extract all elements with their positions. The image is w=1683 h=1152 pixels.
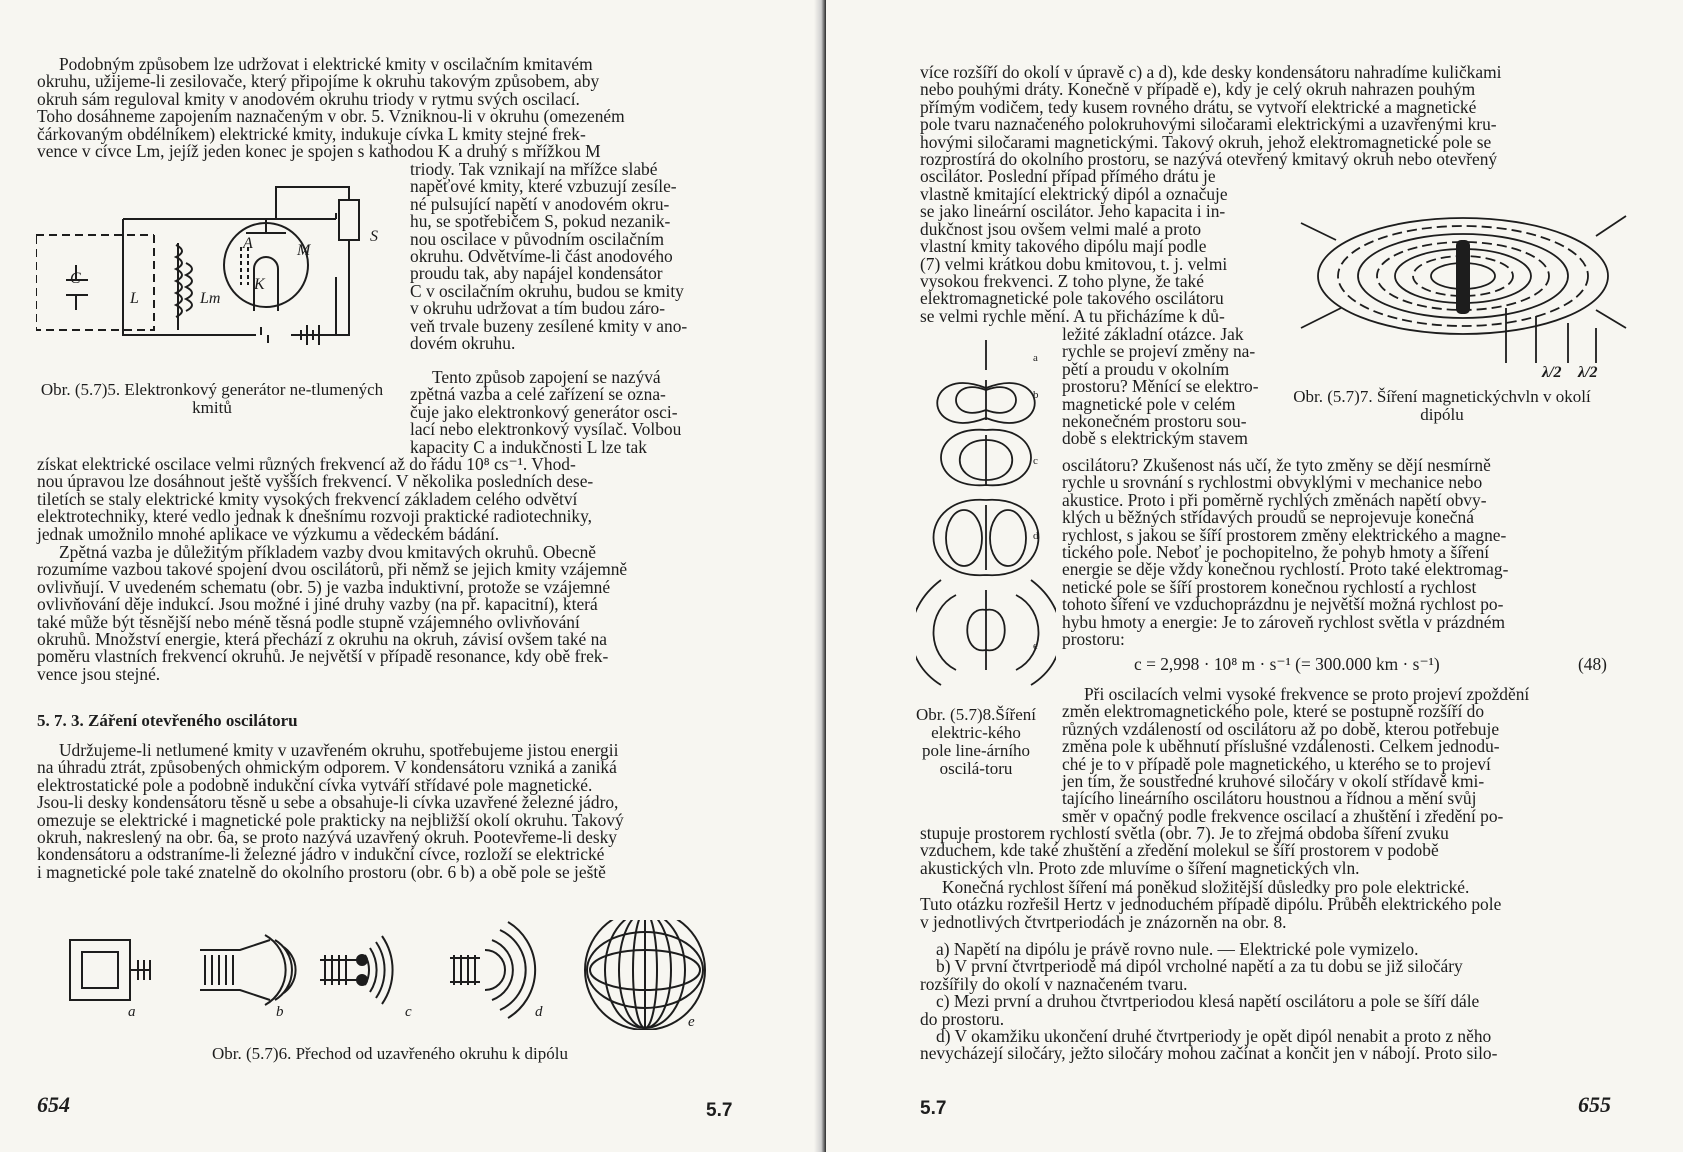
text-line: tlumených kmitů	[192, 380, 384, 417]
fig5-label-Lm: Lm	[200, 290, 221, 307]
text-line: tiletích se staly elektrické kmity vysokých frekvencí základem celého odvětví	[37, 488, 578, 509]
text-line: okruh, nakreslený na obr. 6a, se proto nazývá uzavřený okruh. Pootevřeme-li desky	[37, 827, 617, 848]
text-line: prostoru? Měnící se elektro-	[1062, 376, 1259, 397]
text-line: toru	[984, 759, 1013, 778]
text-line: vln v okolí dipólu	[1420, 387, 1591, 424]
left-paragraph-3	[37, 544, 687, 683]
text-line: Zpětná vazba je důležitým příkladem vazby dvou kmitavých okruhů. Obecně	[59, 542, 596, 562]
text-line: změna pole k uběhnutí příslušné vzdálenosti. Celkem jednodu-	[1062, 736, 1500, 757]
list-item-line: do prostoru.	[920, 1008, 1005, 1029]
text-line: triody. Tak vznikají na mřížce slabé	[410, 159, 658, 179]
left-paragraph-2-side	[410, 369, 687, 456]
text-line: se jako lineární oscilátor. Jeho kapacita i in-	[920, 201, 1226, 222]
text-line: v okruhu udržovat a tím budou záro-	[410, 298, 665, 319]
fig8-label-b: b	[1033, 389, 1039, 401]
text-line: i magnetické pole také znatelně do okolního prostoru (obr. 6 b) a obě pole se ještě	[37, 861, 606, 882]
text-line: rychlost, s jakou se šíří prostorem změny elektrického a magne-	[1062, 524, 1507, 545]
fig6-label-e: e	[688, 1014, 695, 1030]
section-mark-left: 5.7	[706, 1100, 733, 1121]
text-line: přímým vodičem, tedy kusem rovného drátu, se vytvoří elektrické a magnetické	[920, 96, 1477, 117]
left-paragraph-1-side	[410, 161, 687, 352]
figure-5-circuit	[36, 185, 386, 365]
text-line: kondensátoru a odstraníme-li železné jádro v indukční cívce, rozloží se elektrické	[37, 844, 605, 865]
text-line: ovlivňují. V uvedeném schematu (obr. 5) je vazba induktivní, protože se vzájemné	[37, 576, 611, 597]
text-line: okruhu, užijeme-li zesilovače, který připojíme k okruhu takovým způsobem, aby	[37, 71, 600, 92]
text-line: vzduchem, kde také zhuštění a zředění molekul se šíří prostorem v podobě	[920, 840, 1439, 861]
text-line: hovými siločarami magnetickými. Takový okruh, jehož elektromagnetické pole se	[920, 131, 1492, 152]
text-line: Obr. (5.7)7. Šíření magnetických	[1293, 387, 1518, 406]
section-mark-right: 5.7	[920, 1098, 947, 1119]
figure-5-caption	[37, 381, 387, 417]
figure-7-magnetic-waves	[1296, 188, 1636, 383]
right-paragraph-3	[920, 879, 1620, 931]
text-line: Jsou-li desky kondensátoru těsně u sebe a obsahuje-li cívka uzavřené železné jádro,	[37, 792, 619, 813]
figure-7-caption	[1292, 388, 1592, 424]
text-line: hu, se spotřebičem S, pokud nezanik-	[410, 211, 671, 232]
text-line: pole tvaru naznačeného polokruhovými siločarami elektrickými a uzavřenými kru-	[920, 114, 1497, 135]
equation-speed-of-light: c = 2,998 · 10⁸ m · s⁻¹ (= 300.000 km · s⁻¹)	[1134, 654, 1440, 674]
text-line: stupuje prostorem rychlostí světla (obr. 7). Je to zřejmá obdoba šíření zvuku	[920, 823, 1449, 843]
text-line: vlastní kmity takového dipólu mají podle	[920, 236, 1207, 257]
fig8-label-c: c	[1033, 455, 1038, 467]
text-line: Podobným způsobem lze udržovat i elektrické kmity v oscilačním kmitavém	[59, 54, 593, 74]
text-line: změn elektromagnetického pole, které se postupně rozšíří do	[1062, 701, 1485, 722]
text-line: akustice. Proto i při poměrně rychlých změnách napětí obvy-	[1062, 489, 1487, 510]
text-line: rozprostírá do okolního prostoru, se nazývá otevřený kmitavý okruh nebo otevřený	[920, 149, 1498, 170]
text-line: Při oscilacích velmi vysoké frekvence se proto projeví zpoždění	[1084, 684, 1530, 704]
fig6-label-c: c	[405, 1004, 412, 1020]
text-line: nekonečném prostoru sou-	[1062, 411, 1247, 432]
left-page	[0, 0, 822, 1152]
list-item-line: c) Mezi první a druhou čtvrtperiodou klesá napětí oscilátoru a pole se šíří dále	[936, 991, 1480, 1012]
text-line: více rozšíří do okolí v úpravě c) a d), kde desky kondensátoru nahradíme kuličkami	[920, 62, 1502, 82]
text-line: okruhů. Množství energie, která přechází z okruhu na okruh, závisí ovšem také na	[37, 629, 608, 650]
text-line: Obr. (5.7)5. Elektronkový generátor ne-	[40, 380, 312, 399]
list-item-line: a) Napětí na dipólu je právě rovno nule. — Elektrické pole vymizelo.	[936, 939, 1419, 959]
fig5-label-L: L	[130, 290, 139, 307]
text-line: také může být těsnější nebo méně těsná podle stupně vzájemného ovlivňování	[37, 611, 580, 632]
text-line: dukčnost jsou ovšem velmi malé a proto	[920, 218, 1202, 239]
text-line: omezuje se elektrické i magnetické pole prakticky na nejbližší okolí okruhu. Takový	[37, 809, 624, 830]
text-line: elektrotechniky, které vedlo jednak k dnešnímu rozvoji praktické radiotechniky,	[37, 506, 593, 527]
left-paragraph-1	[37, 56, 687, 160]
text-line: vence jsou stejné.	[37, 663, 161, 684]
text-line: prostoru:	[1062, 629, 1125, 650]
fig6-label-d: d	[535, 1004, 543, 1020]
page-number-left: 654	[37, 1092, 70, 1117]
text-line: klých u běžných střídavých proudů se neprojevuje konečná	[1062, 507, 1474, 528]
text-line: Toho dosáhneme zapojením naznačeným v obr. 5. Vzniknou-li v okruhu (omezeném	[37, 106, 625, 127]
right-page	[826, 0, 1683, 1152]
text-line: Obr. (5.7)8.	[916, 705, 996, 724]
text-line: čárkovaným obdélníkem) elektrické kmity, indukuje cívka L kmity stejné frek-	[37, 123, 586, 144]
text-line: proudu tak, aby napájel kondensátor	[410, 263, 663, 284]
text-line: veň trvale buzeny zesílené kmity v ano-	[410, 315, 688, 336]
text-line: Šíření elektric-	[931, 705, 1036, 742]
left-paragraph-4	[37, 742, 687, 881]
text-line: okruhu. Odvětvíme-li část anodového	[410, 246, 673, 267]
fig5-label-A: A	[243, 235, 253, 252]
figure-6-caption: Obr. (5.7)6. Přechod od uzavřeného okruhu k dipólu	[212, 1044, 568, 1063]
page-number-right: 655	[1578, 1092, 1611, 1117]
text-line: Tento způsob zapojení se nazývá	[432, 367, 661, 387]
text-line: získat elektrické oscilace velmi různých frekvencí až do řádu 10⁸ cs⁻¹. Vhod-	[37, 454, 576, 474]
fig5-label-C: C	[70, 270, 81, 287]
text-line: oscilátor. Poslední případ přímého drátu je	[920, 166, 1216, 187]
text-line: jen tím, že soustředné kruhové siločáry v okolí střídavě kmi-	[1062, 771, 1485, 792]
text-line: lací nebo elektronkový vysílač. Volbou	[410, 419, 682, 440]
text-line: nou úpravou lze dosáhnout ještě vyšších frekvencí. V několika posledních dese-	[37, 471, 594, 492]
text-line: dovém okruhu.	[410, 333, 516, 354]
text-line: tajícího lineárního oscilátoru houstnou a řídnou a mění svůj	[1062, 788, 1477, 809]
text-line: okruh sám reguloval kmity v anodovém okruhu triody v rytmu svých oscilací.	[37, 88, 580, 109]
fig6-label-b: b	[276, 1004, 284, 1020]
text-line: jednak umožnilo mnohé aplikace ve výzkumu a vědeckém bádání.	[37, 523, 500, 544]
text-line: árního oscilá-	[939, 741, 1031, 778]
text-line: pětí a proudu v okolním	[1062, 358, 1230, 379]
text-line: (7) velmi krátkou dobu kmitovou, t. j. velmi	[920, 253, 1228, 274]
right-paragraph-1-rest	[1062, 457, 1620, 648]
text-line: ovlivňování děje indukcí. Jsou možné i jiné druhy vazby (na př. kapacitní), která	[37, 594, 598, 615]
text-line: nou oscilace v původním oscilačním	[410, 228, 665, 249]
text-line: energie se děje vždy konečnou rychlostí. Proto také elektromag-	[1062, 559, 1509, 580]
list-item-line: rozšířily do okolí v naznačeném tvaru.	[920, 973, 1188, 994]
text-line: akustických vln. Proto zde mluvíme o šíření magnetických vln.	[920, 857, 1360, 878]
text-line: kého pole line-	[921, 723, 1021, 760]
text-line: vysokou frekvenci. Z toho plyne, že také	[920, 271, 1204, 292]
fig7-label-halfwave-1: λ/2	[1542, 364, 1562, 381]
right-paragraph-1-side	[920, 186, 1275, 325]
text-line: hybu hmoty a energie: Je to zároveň rychlost světla v prázdném	[1062, 611, 1506, 632]
text-line: době s elektrickým stavem	[1062, 428, 1248, 449]
text-line: zpětná vazba a celé zařízení se ozna-	[410, 384, 666, 405]
right-list	[920, 941, 1620, 1063]
text-line: čuje jako elektronkový generátor osci-	[410, 401, 678, 422]
text-line: napěťové kmity, které vzbuzují zesíle-	[410, 176, 677, 197]
fig8-label-e: e	[1033, 640, 1038, 652]
text-line: vlastně kmitající elektrický dipól a označuje	[920, 184, 1228, 204]
right-paragraph-1	[920, 64, 1620, 186]
text-line: kapacity C a indukčnosti L lze tak	[410, 436, 647, 457]
figure-8-caption	[916, 706, 1036, 778]
text-line: Tuto otázku rozřešil Hertz v jednoduchém případě dipólu. Průběh elektrického pole	[920, 894, 1502, 915]
text-line: elektrostatické pole a podobně indukční cívka vytváří střídavé pole magnetické.	[37, 774, 593, 795]
text-line: v jednotlivých čtvrtperiodách je znázorněn na obr. 8.	[920, 911, 1287, 932]
right-paragraph-2-full	[920, 825, 1620, 877]
text-line: rychle se projeví změny na-	[1062, 341, 1256, 362]
text-line: rozumíme vazbou takové spojení dvou oscilátorů, při němž se jejich kmity vzájemně	[37, 559, 628, 580]
text-line: různých vzdáleností od oscilátoru až po době, kterou potřebuje	[1062, 718, 1500, 739]
text-line: nebo pouhými dráty. Konečně v případě e), kdy je celý okruh nahrazen pouhým	[920, 79, 1476, 100]
text-line: rychle u srovnání s rychlostmi obvyklými v mechanice nebo	[1062, 472, 1483, 493]
text-line: Konečná rychlost šíření má poněkud složitější důsledky pro pole elektrické.	[942, 877, 1470, 897]
text-line: magnetické pole v celém	[1062, 393, 1236, 414]
section-heading: 5. 7. 3. Záření otevřeného oscilátoru	[37, 711, 298, 730]
text-line: ležité základní otázce. Jak	[1062, 324, 1244, 344]
text-line: oscilátoru? Zkušenost nás učí, že tyto změny se dějí nesmírně	[1062, 455, 1491, 475]
right-paragraph-2-narrow	[1062, 686, 1620, 825]
list-item-line: b) V první čtvrtperiodě má dipól vrcholné napětí a za tu dobu se již siločáry	[936, 956, 1463, 977]
list-item-line: d) V okamžiku ukončení druhé čtvrtperiody je opět dipól nenabit a proto z něho	[936, 1026, 1492, 1047]
text-line: né pulsující napětí v anodovém okru-	[410, 193, 670, 214]
right-paragraph-1-narrow	[1062, 326, 1272, 448]
fig6-label-a: a	[128, 1004, 136, 1020]
fig5-label-M: M	[297, 242, 311, 259]
left-paragraph-2-full	[37, 456, 687, 543]
text-line: netické pole se šíří prostorem konečnou rychlostí a rychlost	[1062, 576, 1477, 597]
fig8-label-d: d	[1033, 530, 1039, 542]
text-line: tohoto šíření ve vzduchoprázdnu je největší možná rychlost po-	[1062, 594, 1504, 615]
fig8-label-a: a	[1033, 352, 1038, 364]
fig7-label-halfwave-2: λ/2	[1578, 364, 1598, 381]
equation-number: (48)	[1578, 654, 1607, 674]
text-line: na úhradu ztrát, způsobených ohmickým odporem. V kondensátoru vzniká a zaniká	[37, 757, 617, 778]
text-line: ché je to v případě pole magnetického, u kterého se to projeví	[1062, 753, 1491, 774]
text-line: směr v opačný podle frekvence oscilací a zhuštění i zředění po-	[1062, 805, 1504, 826]
text-line: se velmi rychle mění. A tu přicházíme k dů-	[920, 305, 1225, 326]
text-line: elektromagnetické pole takového oscilátoru	[920, 288, 1224, 309]
fig5-label-S: S	[370, 228, 378, 245]
text-line: tického pole. Neboť je pochopitelno, že pohyb hmoty a šíření	[1062, 542, 1490, 563]
list-item-line: nevycházejí siločáry, ježto siločáry mohou začínat a končit jen v nábojí. Proto silo-	[920, 1043, 1498, 1064]
figure-6-closed-to-dipole	[60, 920, 710, 1030]
text-line: vence v cívce Lm, jejíž jeden konec je spojen s kathodou K a druhý s mřížkou M	[37, 141, 601, 162]
text-line: Udržujeme-li netlumené kmity v uzavřeném okruhu, spotřebujeme jistou energii	[59, 740, 619, 760]
fig5-label-K: K	[254, 276, 265, 293]
text-line: C v oscilačním okruhu, budou se kmity	[410, 280, 684, 301]
text-line: poměru vlastních frekvencí okruhů. Je největší v případě resonance, kdy obě frek-	[37, 646, 609, 667]
